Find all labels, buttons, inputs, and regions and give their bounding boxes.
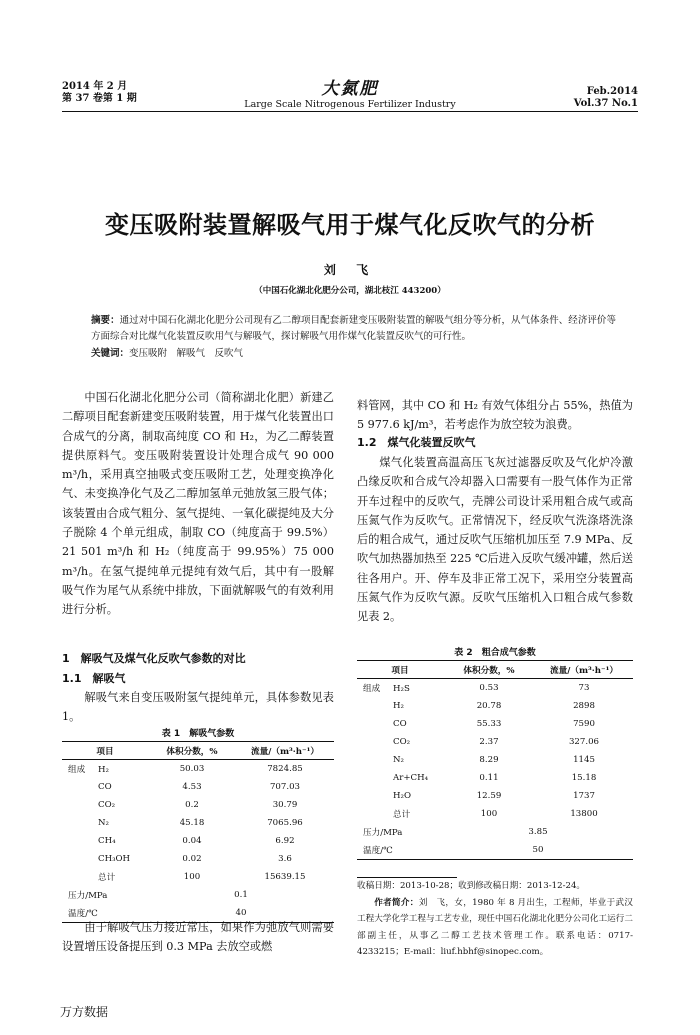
row-name: CH₃OH — [98, 854, 131, 864]
param-value: 3.85 — [528, 827, 548, 837]
row-item — [62, 868, 148, 886]
header-rule — [62, 111, 638, 112]
table-row — [62, 814, 334, 832]
table-row — [62, 850, 334, 868]
row-item — [357, 769, 443, 787]
row-name: 总计 — [393, 810, 411, 820]
article-affiliation: （中国石化湖北化肥分公司，湖北枝江 443200） — [254, 286, 446, 296]
row-pct: 0.53 — [479, 683, 499, 693]
row-pct: 45.18 — [179, 818, 205, 828]
abstract-block — [91, 313, 616, 345]
footnote-block — [357, 878, 633, 961]
table2-header-flow: 流量/（m³·h⁻¹） — [535, 661, 633, 679]
footnote-author-label: 作者简介： — [374, 897, 419, 908]
left-bottom-text — [62, 918, 334, 957]
table1-header-row — [62, 742, 334, 760]
article-title: 变压吸附装置解吸气用于煤气化反吹气的分析 — [105, 211, 595, 239]
table-row — [357, 787, 633, 805]
row-flow: 30.79 — [272, 800, 298, 810]
table2-header-item: 项目 — [357, 661, 443, 679]
section-1-2-paragraph: 煤气化装置高温高压飞灰过滤器反吹及气化炉冷激凸缘反吹和合成气冷却器入口需要有一股气体作为正常开车过程中的反吹气，壳牌公司设计采用粗合成气或高压氮气作为反吹气。正常情况下，经反吹气洗涤塔洗涤后的粗合成气，通过反吹气压缩机加压至 7.9 MPa、反吹气加热器加热至 225 ℃后进入反吹气缓冲罐，然后送往各用户。开、停车及非正常工况下，采用空分装置高压氮气作为反吹气源。反吹气压缩机入口粗合成气参数见表 2。 — [357, 456, 633, 624]
table-row — [357, 769, 633, 787]
row-flow: 15639.15 — [264, 872, 306, 882]
row-name: CO₂ — [393, 737, 411, 747]
row-name: Ar+CH₄ — [393, 773, 429, 783]
header-center — [220, 74, 480, 110]
table-row — [62, 832, 334, 850]
table-row — [357, 733, 633, 751]
header-date-cn: 2014 年 2 月 — [62, 81, 128, 92]
row-pct: 0.11 — [479, 773, 499, 783]
keywords-text: 变压吸附 解吸气 反吹气 — [129, 348, 244, 359]
row-flow: 7590 — [573, 719, 595, 729]
row-item — [62, 760, 148, 779]
row-item — [62, 814, 148, 832]
header-volume-en: Vol.37 No.1 — [573, 98, 638, 109]
footer-source: 万方数据 — [60, 1005, 109, 1019]
param-label: 压力/MPa — [363, 828, 403, 838]
table-row — [62, 760, 334, 779]
row-flow: 13800 — [570, 809, 598, 819]
section-1-1-heading: 1.1 解吸气 — [62, 672, 126, 685]
row-pct: 100 — [183, 872, 201, 882]
row-item — [357, 679, 443, 698]
row-name: N₂ — [393, 755, 404, 765]
table1 — [62, 741, 334, 923]
row-name: N₂ — [98, 818, 109, 828]
table1-header-item: 项目 — [62, 742, 148, 760]
row-pct: 50.03 — [179, 764, 205, 774]
row-item — [357, 787, 443, 805]
row-flow: 73 — [578, 683, 590, 693]
right-top-paragraph: 料管网，其中 CO 和 H₂ 有效气体组分占 55%，热值为 5 977.6 kJ/m³，若考虑作为放空较为浪费。 — [357, 399, 633, 432]
table2 — [357, 660, 633, 860]
abstract-text: 通过对中国石化湖北化肥分公司现有乙二醇项目配套新建变压吸附装置的解吸气组分等分析，从气体条件、经济评价等方面综合对比煤气化装置反吹用气与解吸气，探讨解吸气用作煤气化装置反吹气的可行性。 — [91, 315, 616, 342]
row-item — [62, 832, 148, 850]
header-left — [62, 81, 137, 105]
table1-header-flow: 流量/（m³·h⁻¹） — [236, 742, 334, 760]
row-flow: 707.03 — [269, 782, 301, 792]
row-flow: 1737 — [573, 791, 595, 801]
keywords-label: 关键词： — [91, 348, 130, 359]
pressure-row — [357, 823, 633, 841]
row-item — [357, 715, 443, 733]
table-row — [62, 778, 334, 796]
row-pct: 4.53 — [182, 782, 202, 792]
param-label: 温度/℃ — [357, 841, 443, 860]
footnote-received: 收稿日期：2013-10-28；收到修改稿日期：2013-12-24。 — [357, 881, 586, 891]
journal-english-title: Large Scale Nitrogenous Fertilizer Industry — [244, 99, 456, 110]
row-flow: 327.06 — [568, 737, 600, 747]
param-label: 压力/MPa — [68, 891, 108, 901]
section-1-heading: 1 解吸气及煤气化反吹气参数的对比 — [62, 652, 246, 665]
pressure-row — [62, 886, 334, 904]
row-name: H₂ — [393, 701, 404, 711]
row-pct: 0.04 — [182, 836, 202, 846]
row-group: 组成 — [363, 684, 381, 694]
row-pct: 0.2 — [185, 800, 199, 810]
table-row — [357, 751, 633, 769]
row-flow: 7065.96 — [267, 818, 303, 828]
row-name: CO — [98, 782, 112, 792]
table-row — [357, 805, 633, 823]
article-author: 刘 飞 — [323, 263, 377, 277]
row-name: H₂O — [393, 791, 411, 801]
row-pct: 12.59 — [476, 791, 502, 801]
right-top-text — [357, 396, 633, 435]
param-value: 50 — [443, 841, 633, 860]
left-intro — [62, 388, 334, 620]
section-1-2-heading: 1.2 煤气化装置反吹气 — [357, 436, 476, 449]
footnote-author-text: 刘 飞，女，1980 年 8 月出生，工程师，毕业于武汉工程大学化学工程与工艺专业，现任中国石化湖北化肥分公司化工运行二部副主任，从事乙二醇工艺技术管理工作。联系电话：0717-4233215；E-mail：liuf.hbhf@sinopec.com。 — [357, 897, 633, 957]
table-row — [357, 697, 633, 715]
table1-caption: 表 1 解吸气参数 — [161, 729, 235, 739]
row-flow: 6.92 — [275, 836, 295, 846]
row-pct: 2.37 — [479, 737, 499, 747]
row-item — [357, 697, 443, 715]
left-bottom-paragraph: 由于解吸气压力接近常压，如果作为弛放气则需要设置增压设备提压到 0.3 MPa 去放空或燃 — [62, 921, 334, 954]
table2-caption: 表 2 粗合成气参数 — [454, 648, 536, 658]
section-1-2-text — [357, 453, 633, 627]
row-name: H₂S — [393, 684, 410, 694]
table2-header-row — [357, 661, 633, 679]
temperature-row — [357, 841, 633, 860]
param-value: 0.1 — [234, 890, 248, 900]
table-row — [357, 715, 633, 733]
param-value: 40 — [148, 904, 334, 923]
header-right — [574, 86, 638, 110]
row-group: 组成 — [68, 765, 86, 775]
row-item — [62, 850, 148, 868]
intro-paragraph: 中国石化湖北化肥分公司（简称湖北化肥）新建乙二醇项目配套新建变压吸附装置，用于煤气化装置出口合成气的分离，制取高纯度 CO 和 H₂，为乙二醇装置提供原料气。变压吸附装置设计处理合成气 90 000 m³/h，采用真空抽吸式变压吸附工艺，处理变换净化气、未变换净化气及乙二醇加氢单元弛放氢三股气体；该装置由合成气粗分、氢气提纯、一氧化碳提纯及大分子脱除 4 个单元组成，制取 CO（纯度高于 99.5%）21 501 m³/h 和 H₂（纯度高于 99.95%）75 000 m³/h。在氢气提纯单元提纯有效气后，其中有一股解吸气作为尾气从系统中排放，下面就解吸气的有效利用进行分析。 — [62, 391, 334, 617]
row-pct: 0.02 — [182, 854, 202, 864]
row-name: 总计 — [98, 873, 116, 883]
section-1-1-paragraph: 解吸气来自变压吸附氢气提纯单元，具体参数见表 1。 — [62, 691, 334, 724]
table1-header-pct: 体积分数，% — [148, 742, 236, 760]
table-row — [357, 679, 633, 698]
row-flow: 7824.85 — [267, 764, 303, 774]
row-name: CH₄ — [98, 836, 116, 846]
row-name: CO₂ — [98, 800, 116, 810]
row-name: CO — [393, 719, 407, 729]
row-pct: 8.29 — [479, 755, 499, 765]
header-volume-cn: 第 37 卷第 1 期 — [62, 93, 137, 104]
row-pct: 55.33 — [476, 719, 502, 729]
table-row — [62, 868, 334, 886]
row-item — [62, 778, 148, 796]
row-item — [357, 751, 443, 769]
keywords-block — [91, 346, 616, 362]
row-flow: 3.6 — [278, 854, 292, 864]
header-date-en: Feb.2014 — [586, 86, 638, 97]
journal-logo: 大氮肥 — [321, 79, 379, 99]
footnote-author — [357, 895, 633, 961]
param-label: 温度/℃ — [62, 904, 148, 923]
row-pct: 20.78 — [476, 701, 502, 711]
section-1-1-text — [62, 688, 334, 727]
table2-header-pct: 体积分数，% — [443, 661, 535, 679]
row-flow: 2898 — [573, 701, 595, 711]
row-flow: 1145 — [573, 755, 595, 765]
row-name: H₂ — [98, 765, 109, 775]
row-flow: 15.18 — [571, 773, 597, 783]
abstract-label: 摘要： — [91, 315, 120, 326]
row-item — [62, 796, 148, 814]
row-pct: 100 — [480, 809, 498, 819]
table-row — [62, 796, 334, 814]
row-item — [357, 805, 443, 823]
row-item — [357, 733, 443, 751]
